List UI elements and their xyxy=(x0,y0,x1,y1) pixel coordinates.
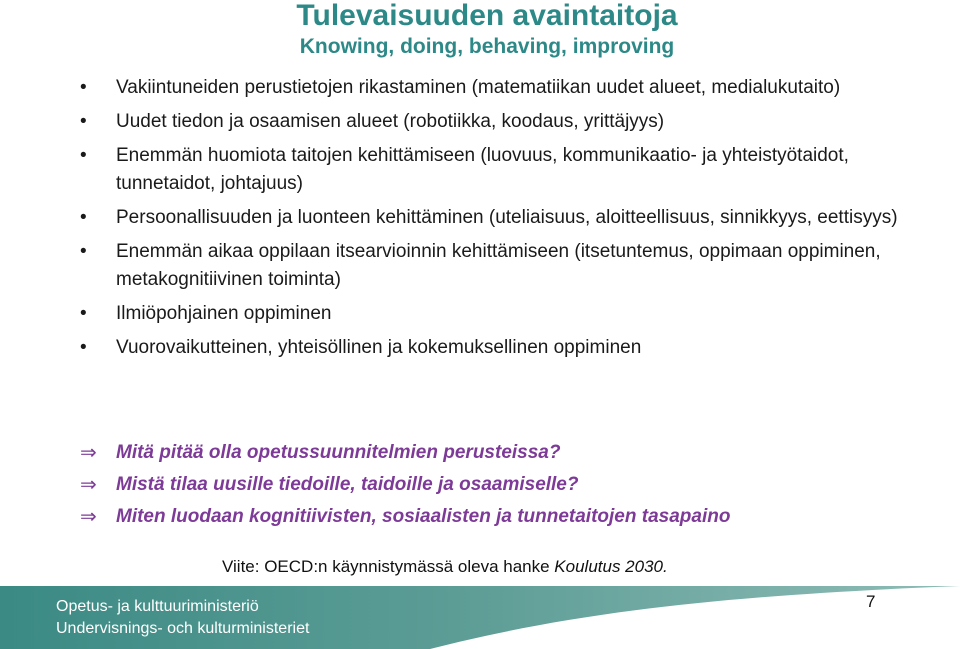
page-subtitle: Knowing, doing, behaving, improving xyxy=(299,35,675,58)
reference-prefix: Viite: OECD:n käynnistymässä oleva hanke xyxy=(222,557,555,576)
double-arrow-icon: ⇒ xyxy=(80,506,97,528)
double-arrow-icon: ⇒ xyxy=(80,442,97,464)
ministry-name-sv: Undervisnings- och kulturministeriet xyxy=(56,620,310,637)
question-item xyxy=(80,437,940,469)
question-item xyxy=(80,469,940,501)
question-text: Miten luodaan kognitiivisten, sosiaalisten ja tunnetaitojen tasapaino xyxy=(116,506,731,527)
ministry-logo-text xyxy=(56,596,309,640)
question-item xyxy=(80,501,940,533)
ministry-name-fi: Opetus- ja kulttuuriministeriö xyxy=(56,598,259,615)
double-arrow-icon: ⇒ xyxy=(80,474,97,496)
page-title: Tulevaisuuden avaintaitoja xyxy=(296,0,678,32)
title-block xyxy=(262,0,712,60)
list-item: • Vuorovaikutteinen, yhteisöllinen ja kokemuksellinen oppiminen xyxy=(80,334,910,362)
question-text: Mitä pitää olla opetussuunnitelmien perusteissa? xyxy=(116,442,561,463)
reference-italic: Koulutus 2030. xyxy=(554,557,668,576)
list-item: • Uudet tiedon ja osaamisen alueet (robotiikka, koodaus, yrittäjyys) xyxy=(80,108,910,136)
page-number: 7 xyxy=(866,592,876,611)
reference-note xyxy=(222,556,668,578)
list-item: • Ilmiöpohjainen oppiminen xyxy=(80,300,910,328)
bullet-list xyxy=(80,74,910,362)
list-item: • Enemmän huomiota taitojen kehittämiseen (luovuus, kommunikaatio- ja yhteistyötaidot, tunnetaidot, johtajuus) xyxy=(80,142,910,198)
list-item: • Vakiintuneiden perustietojen rikastaminen (matematiikan uudet alueet, medialukutaito) xyxy=(80,74,910,102)
list-item: • Enemmän aikaa oppilaan itsearvioinnin kehittämiseen (itsetuntemus, oppimaan oppiminen, metakognitiivinen toiminta) xyxy=(80,238,910,294)
question-list xyxy=(80,437,940,533)
question-text: Mistä tilaa uusille tiedoille, taidoille ja osaamiselle? xyxy=(116,474,579,495)
list-item: • Persoonallisuuden ja luonteen kehittäminen (uteliaisuus, aloitteellisuus, sinnikkyys, eettisyys) xyxy=(80,204,910,232)
